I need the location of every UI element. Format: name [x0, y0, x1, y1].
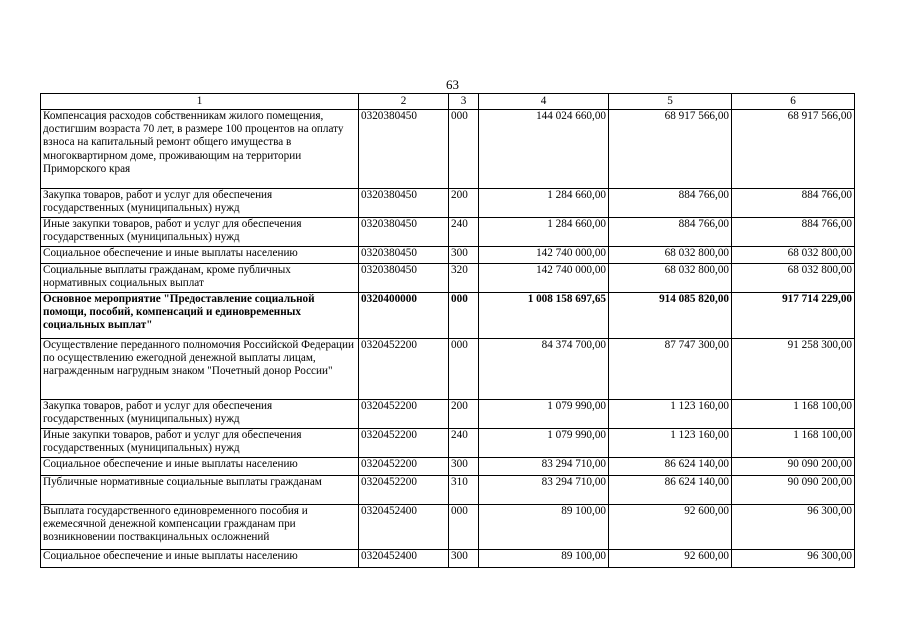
row-name: Основное мероприятие "Предоставление социальной помощи, пособий, компенсаций и единовременных социальных выплат" [41, 293, 359, 339]
row-value-col5: 92 600,00 [609, 550, 732, 568]
row-value-col6: 90 090 200,00 [732, 476, 855, 505]
table-row [41, 550, 855, 568]
row-value-col4: 142 740 000,00 [479, 247, 609, 264]
row-expense-type: 000 [449, 505, 479, 550]
row-value-col5: 68 917 566,00 [609, 110, 732, 189]
table-row [41, 264, 855, 293]
row-code: 0320452200 [359, 458, 449, 476]
row-value-col5: 1 123 160,00 [609, 400, 732, 429]
row-name: Компенсация расходов собственникам жилого помещения, достигшим возраста 70 лет, в размере 100 процентов на оплату взноса на капитальный ремонт общего имущества в многоквартирном доме, проживающим на территории Приморского края [41, 110, 359, 189]
table-row [41, 458, 855, 476]
table-row [41, 429, 855, 458]
row-expense-type: 300 [449, 458, 479, 476]
row-expense-type: 300 [449, 247, 479, 264]
row-code: 0320380450 [359, 189, 449, 218]
row-expense-type: 300 [449, 550, 479, 568]
row-value-col4: 1 284 660,00 [479, 189, 609, 218]
row-name: Социальное обеспечение и иные выплаты населению [41, 247, 359, 264]
row-code: 0320452200 [359, 429, 449, 458]
row-value-col6: 96 300,00 [732, 550, 855, 568]
row-value-col4: 1 008 158 697,65 [479, 293, 609, 339]
row-value-col6: 91 258 300,00 [732, 339, 855, 400]
row-value-col5: 1 123 160,00 [609, 429, 732, 458]
row-name: Социальное обеспечение и иные выплаты населению [41, 458, 359, 476]
table-row [41, 476, 855, 505]
row-value-col6: 68 032 800,00 [732, 264, 855, 293]
table-row [41, 505, 855, 550]
row-value-col5: 884 766,00 [609, 189, 732, 218]
row-name: Закупка товаров, работ и услуг для обеспечения государственных (муниципальных) нужд [41, 400, 359, 429]
row-value-col4: 89 100,00 [479, 505, 609, 550]
column-header: 6 [732, 94, 855, 110]
column-header: 3 [449, 94, 479, 110]
row-name: Социальное обеспечение и иные выплаты населению [41, 550, 359, 568]
row-value-col4: 144 024 660,00 [479, 110, 609, 189]
row-value-col4: 1 079 990,00 [479, 400, 609, 429]
row-name: Закупка товаров, работ и услуг для обеспечения государственных (муниципальных) нужд [41, 189, 359, 218]
column-header: 4 [479, 94, 609, 110]
row-name: Иные закупки товаров, работ и услуг для обеспечения государственных (муниципальных) нужд [41, 218, 359, 247]
budget-table [40, 93, 855, 568]
table-row [41, 110, 855, 189]
row-value-col5: 86 624 140,00 [609, 458, 732, 476]
row-value-col6: 96 300,00 [732, 505, 855, 550]
row-expense-type: 240 [449, 218, 479, 247]
row-expense-type: 000 [449, 110, 479, 189]
table-row [41, 218, 855, 247]
row-value-col5: 884 766,00 [609, 218, 732, 247]
row-code: 0320452200 [359, 476, 449, 505]
row-value-col4: 83 294 710,00 [479, 458, 609, 476]
row-value-col5: 92 600,00 [609, 505, 732, 550]
row-value-col5: 914 085 820,00 [609, 293, 732, 339]
row-expense-type: 200 [449, 400, 479, 429]
column-header: 2 [359, 94, 449, 110]
table-row [41, 293, 855, 339]
row-value-col4: 83 294 710,00 [479, 476, 609, 505]
column-header: 1 [41, 94, 359, 110]
table-row [41, 400, 855, 429]
row-name: Осуществление переданного полномочия Российской Федерации по осуществлению ежегодной денежной выплаты лицам, награжденным нагрудным знаком "Почетный донор России" [41, 339, 359, 400]
column-header: 5 [609, 94, 732, 110]
row-value-col4: 142 740 000,00 [479, 264, 609, 293]
table-row [41, 339, 855, 400]
row-expense-type: 310 [449, 476, 479, 505]
row-value-col4: 1 079 990,00 [479, 429, 609, 458]
row-value-col5: 68 032 800,00 [609, 264, 732, 293]
row-code: 0320452400 [359, 550, 449, 568]
row-name: Иные закупки товаров, работ и услуг для обеспечения государственных (муниципальных) нужд [41, 429, 359, 458]
row-value-col6: 884 766,00 [732, 189, 855, 218]
row-name: Социальные выплаты гражданам, кроме публичных нормативных социальных выплат [41, 264, 359, 293]
table-header-row [41, 94, 855, 110]
row-code: 0320380450 [359, 218, 449, 247]
row-code: 0320380450 [359, 247, 449, 264]
row-expense-type: 240 [449, 429, 479, 458]
row-value-col5: 86 624 140,00 [609, 476, 732, 505]
row-code: 0320452200 [359, 339, 449, 400]
row-code: 0320452400 [359, 505, 449, 550]
row-name: Публичные нормативные социальные выплаты гражданам [41, 476, 359, 505]
row-value-col4: 1 284 660,00 [479, 218, 609, 247]
row-value-col6: 917 714 229,00 [732, 293, 855, 339]
row-value-col5: 68 032 800,00 [609, 247, 732, 264]
row-value-col6: 1 168 100,00 [732, 400, 855, 429]
row-expense-type: 000 [449, 339, 479, 400]
row-code: 0320380450 [359, 264, 449, 293]
row-value-col4: 89 100,00 [479, 550, 609, 568]
row-code: 0320400000 [359, 293, 449, 339]
row-expense-type: 000 [449, 293, 479, 339]
row-value-col4: 84 374 700,00 [479, 339, 609, 400]
row-expense-type: 200 [449, 189, 479, 218]
row-value-col5: 87 747 300,00 [609, 339, 732, 400]
row-value-col6: 1 168 100,00 [732, 429, 855, 458]
row-code: 0320452200 [359, 400, 449, 429]
row-code: 0320380450 [359, 110, 449, 189]
table-row [41, 247, 855, 264]
row-value-col6: 90 090 200,00 [732, 458, 855, 476]
table-row [41, 189, 855, 218]
row-value-col6: 68 917 566,00 [732, 110, 855, 189]
row-expense-type: 320 [449, 264, 479, 293]
row-value-col6: 884 766,00 [732, 218, 855, 247]
row-name: Выплата государственного единовременного пособия и ежемесячной денежной компенсации гражданам при возникновении поствакцинальных осложнений [41, 505, 359, 550]
page-number: 63 [446, 77, 459, 92]
row-value-col6: 68 032 800,00 [732, 247, 855, 264]
